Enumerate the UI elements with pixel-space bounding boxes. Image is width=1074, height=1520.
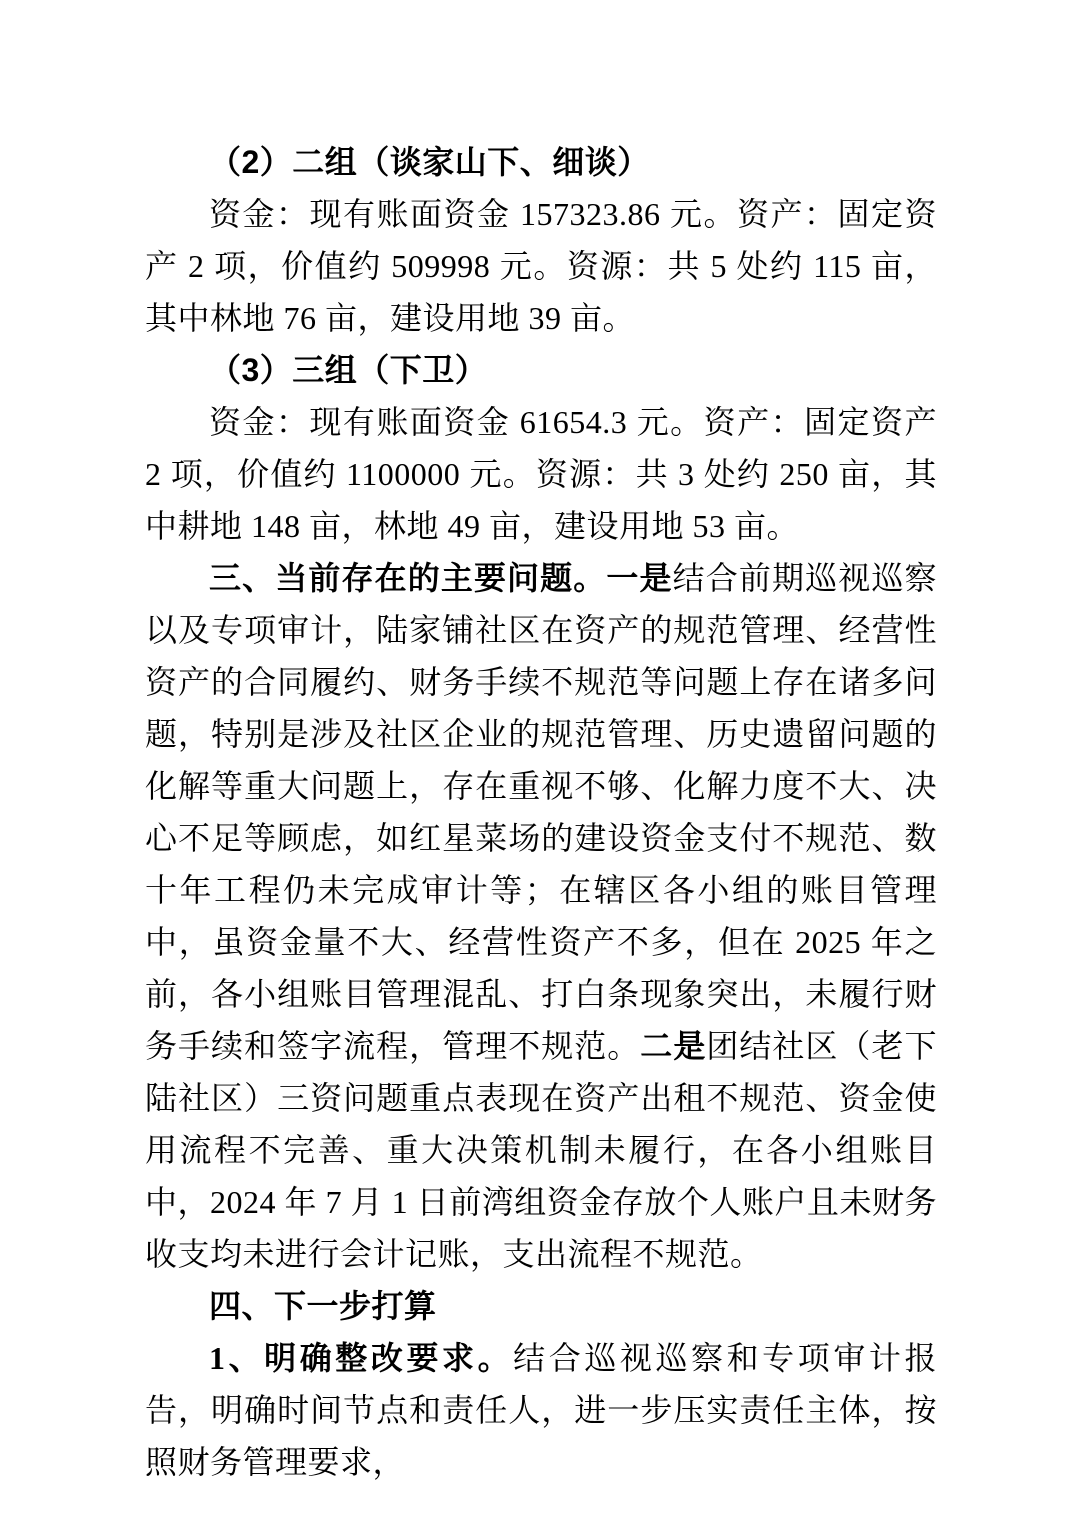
para-rectification-requirements-text: 结合巡视巡察和专项审计报告，明确时间节点和责任人，进一步压实责任主体，按照财务管理要求， — [145, 1340, 937, 1480]
para-current-problems-first: 结合前期巡视巡察以及专项审计，陆家铺社区在资产的规范管理、经营性资产的合同履约、财务手续不规范等问题上存在诸多问题，特别是涉及社区企业的规范管理、历史遗留问题的化解等重大问题上，存在重视不够、化解力度不大、决心不足等顾虑，如红星菜场的建设资金支付不规范、数十年工程仍未完成审计等；在辖区各小组的账目管理中，虽资金量不大、经营性资产不多，但在 2025 年之前，各小组账目管理混乱、打白条现象突出，未履行财务手续和签字流程，管理不规范。 — [145, 560, 937, 1064]
para-rectification-requirements-lead: 1、明确整改要求。 — [209, 1340, 514, 1376]
subheading-group-3 — [145, 344, 937, 396]
para-current-problems-second-lead: 二是 — [640, 1028, 707, 1064]
para-group-3-finances-text: 资金：现有账面资金 61654.3 元。资产：固定资产 2 项，价值约 1100000 元。资源：共 3 处约 250 亩，其中耕地 148 亩，林地 49 亩，建设用地 53 亩。 — [145, 404, 937, 544]
para-rectification-requirements — [145, 1332, 937, 1488]
subheading-group-2-text: （2）二组（谈家山下、细谈） — [209, 144, 650, 180]
heading-current-problems-lead: 三、当前存在的主要问题。一是 — [209, 560, 673, 596]
para-group-3-finances — [145, 396, 937, 552]
document-content — [145, 136, 937, 1488]
subheading-next-steps — [145, 1280, 937, 1332]
subheading-group-2 — [145, 136, 937, 188]
subheading-group-3-text: （3）三组（下卫） — [209, 352, 488, 388]
para-group-2-finances-text: 资金：现有账面资金 157323.86 元。资产：固定资产 2 项，价值约 509998 元。资源：共 5 处约 115 亩，其中林地 76 亩，建设用地 39 亩。 — [145, 196, 937, 336]
para-current-problems-second: 团结社区（老下陆社区）三资问题重点表现在资产出租不规范、资金使用流程不完善、重大决策机制未履行，在各小组账目中，2024 年 7 月 1 日前湾组资金存放个人账户且未财务收支均未进行会计记账，支出流程不规范。 — [145, 1028, 937, 1272]
para-group-2-finances — [145, 188, 937, 344]
para-current-problems — [145, 552, 937, 1280]
subheading-next-steps-text: 四、下一步打算 — [209, 1288, 437, 1324]
